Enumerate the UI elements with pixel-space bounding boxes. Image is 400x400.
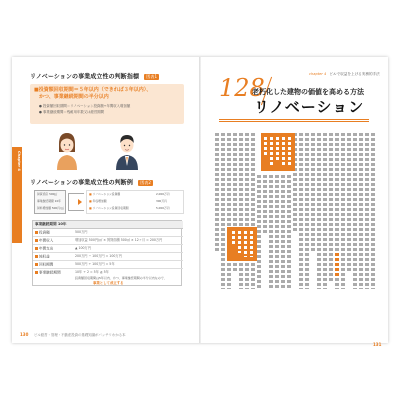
left-page-number: 130	[20, 332, 29, 337]
right-page	[201, 57, 388, 347]
legend-value-2: 300万円	[156, 199, 167, 203]
legend-value-3: 5,000万円	[156, 206, 170, 210]
section2-tag: 図表2	[140, 180, 152, 185]
legend-item-1: ■ リノベーション投資額	[89, 192, 121, 196]
calc-table	[32, 220, 182, 286]
table-conclusion-2: 事業として成立する	[93, 281, 124, 285]
title-rule	[219, 121, 369, 122]
legend-item-3: ■ リノベーション投資回収期間	[89, 206, 129, 210]
section1-heading	[30, 74, 159, 81]
table-row: 年間支出 ▲ 100万円	[33, 245, 183, 253]
left-footer-text: ビル経営・管理・不動産投資の基礎知識がバッチリわかる本	[34, 333, 126, 337]
table-row: 年間収入 増加収益 500円/㎡ × 賃貸面積 500㎡ × 12ヶ月 = 200万円	[33, 237, 183, 245]
section-number: 128	[219, 74, 265, 102]
chapter-tab	[12, 147, 22, 243]
table-row: 純収益 200万円 − 100万円 = 100万円	[33, 253, 183, 261]
section1-title: リノベーションの事業成立性の判断指標	[30, 73, 140, 81]
section2-heading	[30, 180, 153, 187]
sub-bullet-1: ● 投資額回収期間＝リノベーション投資額÷年間収入増加額	[39, 104, 131, 108]
section1-tag: 図表1	[146, 74, 158, 79]
bullet-line-1: ■投資額回収期間＝５年以内（できれば３年以内）、	[34, 87, 152, 93]
table-header	[33, 221, 183, 229]
header-chapter-label: chapter 4	[309, 72, 327, 76]
diagram-arrow-icon	[78, 199, 82, 205]
right-header	[309, 73, 380, 77]
legend-item-2: ■ 年収増加額	[89, 199, 107, 203]
diagram-box2: 事業継続期間 10年	[37, 199, 62, 203]
right-page-number: 131	[373, 342, 382, 347]
callout-box-bottom	[227, 227, 257, 261]
diagram-box3: 賃料増加額 500円/㎡	[37, 206, 64, 210]
diagram-box1: 賃貸延床 500㎡	[37, 192, 58, 196]
main-title: リノベーション	[254, 98, 365, 116]
table-row: 事業継続期間 10年 ÷ 2 = 5年 ≧ 5年	[33, 269, 183, 277]
table-row: 回収期間 500万円 ÷ 100万円 = 5年	[33, 261, 183, 269]
investment-diagram	[34, 190, 184, 216]
sub-bullet-2: ● 事業継続期間＝残耐用年数又は経営期間	[39, 110, 105, 114]
table-row: 投資額 500万円	[33, 229, 183, 237]
book-spread	[12, 57, 388, 347]
bullet-line-2: かつ、事業継続期間の半分以内	[39, 94, 109, 100]
woman-illustration	[52, 130, 82, 170]
left-page	[12, 57, 199, 343]
table-header-label: 事業継続期間 10年	[35, 222, 67, 226]
title-rule	[219, 119, 369, 120]
table-conclusion-1: 投資額回収期間は5年以内、かつ、事業継続期間の半分以内なので、	[75, 276, 167, 280]
man-illustration	[112, 130, 142, 170]
chapter-tab-label: Chapter 4	[17, 151, 21, 171]
section2-title: リノベーションの事業成立性の判断例	[30, 179, 133, 187]
section-title: 老朽化した建物の価値を高める方法	[252, 88, 364, 96]
header-text: ビルで収益を上げる実務的手法	[329, 72, 380, 76]
callout-box-top	[261, 133, 295, 171]
legend-value-1: 2,000万円	[156, 192, 170, 196]
